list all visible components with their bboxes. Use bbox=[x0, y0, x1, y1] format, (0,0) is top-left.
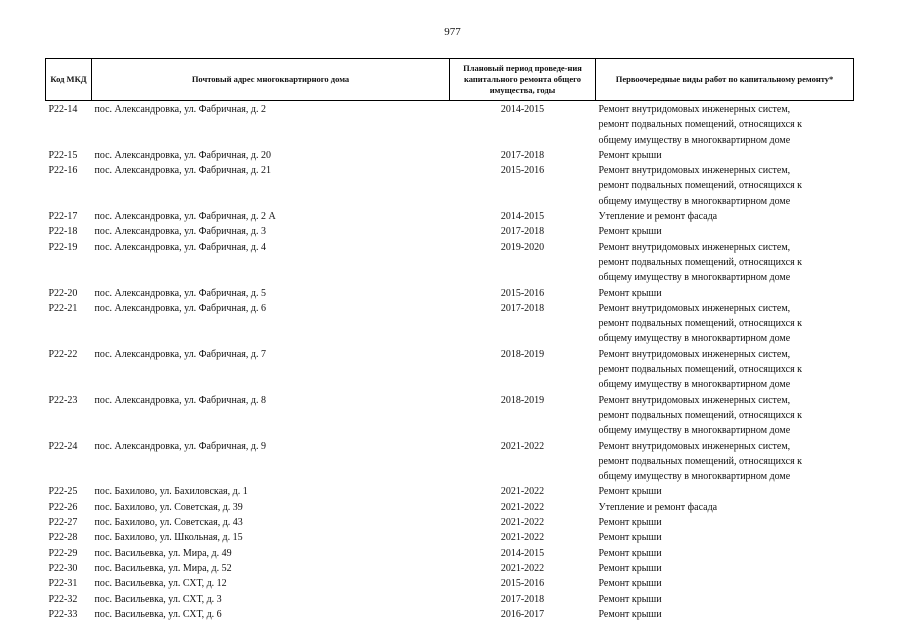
row-address: пос. Васильевка, ул. СХТ, д. 6 bbox=[94, 608, 222, 620]
row-period: 2021-2022 bbox=[500, 440, 545, 452]
row-works bbox=[596, 561, 854, 576]
row-works bbox=[596, 209, 854, 224]
row-works bbox=[596, 484, 854, 499]
row-period: 2021-2022 bbox=[500, 501, 545, 513]
row-address: пос. Васильевка, ул. Мира, д. 49 bbox=[94, 547, 232, 559]
row-address: пос. Александровка, ул. Фабричная, д. 3 bbox=[94, 226, 266, 238]
table-row bbox=[46, 286, 854, 301]
works-line: Ремонт крыши bbox=[598, 547, 662, 559]
row-period: 2014-2015 bbox=[500, 547, 545, 559]
row-code: Р22-28 bbox=[48, 532, 78, 544]
works-line: Ремонт крыши bbox=[598, 562, 662, 574]
table-row bbox=[46, 101, 854, 148]
works-line: общему имуществу в многоквартирном доме bbox=[598, 195, 791, 207]
works-line: общему имуществу в многоквартирном доме bbox=[598, 272, 791, 284]
row-works bbox=[596, 286, 854, 301]
row-address: пос. Бахилово, ул. Школьная, д. 15 bbox=[94, 532, 243, 544]
row-code: Р22-32 bbox=[48, 593, 78, 605]
row-works bbox=[596, 101, 854, 148]
row-works bbox=[596, 592, 854, 607]
row-address: пос. Бахилово, ул. Советская, д. 39 bbox=[94, 501, 243, 513]
row-address: пос. Бахилово, ул. Советская, д. 43 bbox=[94, 517, 243, 529]
row-address: пос. Александровка, ул. Фабричная, д. 20 bbox=[94, 149, 271, 161]
row-code: Р22-20 bbox=[48, 287, 78, 299]
row-period: 2019-2020 bbox=[500, 241, 545, 253]
row-code: Р22-31 bbox=[48, 578, 78, 590]
works-line: Ремонт крыши bbox=[598, 517, 662, 529]
table-row bbox=[46, 148, 854, 163]
works-line: Утепление и ремонт фасада bbox=[598, 501, 718, 513]
row-code: Р22-21 bbox=[48, 302, 78, 314]
row-code: Р22-27 bbox=[48, 517, 78, 529]
row-period: 2014-2015 bbox=[500, 104, 545, 115]
works-line: общему имуществу в многоквартирном доме bbox=[598, 333, 791, 345]
row-address: пос. Александровка, ул. Фабричная, д. 8 bbox=[94, 394, 266, 406]
works-line: Ремонт внутридомовых инженерных систем, bbox=[598, 302, 791, 314]
row-works bbox=[596, 530, 854, 545]
table-row bbox=[46, 484, 854, 499]
works-line: Ремонт внутридомовых инженерных систем, bbox=[598, 348, 791, 360]
works-line: Ремонт крыши bbox=[598, 578, 662, 590]
row-address: пос. Александровка, ул. Фабричная, д. 9 bbox=[94, 440, 266, 452]
works-line: общему имуществу в многоквартирном доме bbox=[598, 425, 791, 437]
row-code: Р22-25 bbox=[48, 486, 78, 498]
table-row bbox=[46, 347, 854, 393]
row-period: 2017-2018 bbox=[500, 593, 545, 605]
row-address: пос. Васильевка, ул. СХТ, д. 12 bbox=[94, 578, 227, 590]
row-period: 2014-2015 bbox=[500, 211, 545, 223]
row-works bbox=[596, 148, 854, 163]
table-header bbox=[46, 59, 854, 101]
header-period: Плановый период проведе-ния капитального ремонта общего имущества, годы bbox=[450, 59, 596, 101]
works-line: ремонт подвальных помещений, относящихся к bbox=[598, 180, 803, 192]
row-period: 2018-2019 bbox=[500, 394, 545, 406]
row-address: пос. Александровка, ул. Фабричная, д. 2 А bbox=[94, 211, 276, 223]
header-works: Первоочередные виды работ по капитальному ремонту* bbox=[596, 59, 854, 101]
table-row bbox=[46, 500, 854, 515]
works-line: Ремонт крыши bbox=[598, 593, 662, 605]
works-line: Ремонт крыши bbox=[598, 532, 662, 544]
row-code: Р22-19 bbox=[48, 241, 78, 253]
works-line: ремонт подвальных помещений, относящихся к bbox=[598, 256, 803, 268]
row-period: 2017-2018 bbox=[500, 149, 545, 161]
works-line: общему имуществу в многоквартирном доме bbox=[598, 379, 791, 391]
row-address: пос. Бахилово, ул. Бахиловская, д. 1 bbox=[94, 486, 248, 498]
row-period: 2021-2022 bbox=[500, 532, 545, 544]
table-row bbox=[46, 393, 854, 439]
row-works bbox=[596, 607, 854, 622]
row-address: пос. Александровка, ул. Фабричная, д. 6 bbox=[94, 302, 266, 314]
row-code: Р22-30 bbox=[48, 562, 78, 574]
row-period: 2017-2018 bbox=[500, 302, 545, 314]
row-works bbox=[596, 439, 854, 485]
table-row bbox=[46, 546, 854, 561]
table-row bbox=[46, 209, 854, 224]
row-code: Р22-18 bbox=[48, 226, 78, 238]
row-period: 2021-2022 bbox=[500, 486, 545, 498]
row-address: пос. Васильевка, ул. СХТ, д. 3 bbox=[94, 593, 222, 605]
row-code: Р22-24 bbox=[48, 440, 78, 452]
row-period: 2016-2017 bbox=[500, 608, 545, 620]
table-row bbox=[46, 576, 854, 591]
works-line: общему имуществу в многоквартирном доме bbox=[598, 471, 791, 483]
row-address: пос. Александровка, ул. Фабричная, д. 2 bbox=[94, 104, 266, 115]
row-address: пос. Александровка, ул. Фабричная, д. 5 bbox=[94, 287, 266, 299]
works-line: Ремонт внутридомовых инженерных систем, bbox=[598, 440, 791, 452]
row-code: Р22-16 bbox=[48, 165, 78, 177]
table-row bbox=[46, 163, 854, 209]
works-line: Ремонт внутридомовых инженерных систем, bbox=[598, 241, 791, 253]
table-row bbox=[46, 240, 854, 286]
header-code: Код МКД bbox=[46, 59, 92, 101]
row-works bbox=[596, 500, 854, 515]
capital-repair-table bbox=[45, 58, 854, 622]
works-line: Ремонт внутридомовых инженерных систем, bbox=[598, 165, 791, 177]
row-period: 2015-2016 bbox=[500, 578, 545, 590]
works-line: Ремонт внутридомовых инженерных систем, bbox=[598, 104, 791, 115]
row-period: 2015-2016 bbox=[500, 287, 545, 299]
table-body bbox=[46, 101, 854, 623]
works-line: Ремонт крыши bbox=[598, 287, 662, 299]
row-period: 2015-2016 bbox=[500, 165, 545, 177]
page-number: 977 bbox=[444, 26, 461, 38]
table-row bbox=[46, 301, 854, 347]
works-line: ремонт подвальных помещений, относящихся к bbox=[598, 455, 803, 467]
table-row bbox=[46, 439, 854, 485]
works-line: ремонт подвальных помещений, относящихся к bbox=[598, 318, 803, 330]
row-works bbox=[596, 393, 854, 439]
row-works bbox=[596, 546, 854, 561]
table-row bbox=[46, 515, 854, 530]
row-address: пос. Александровка, ул. Фабричная, д. 4 bbox=[94, 241, 266, 253]
works-line: Ремонт крыши bbox=[598, 149, 662, 161]
row-period: 2018-2019 bbox=[500, 348, 545, 360]
row-works bbox=[596, 347, 854, 393]
row-works bbox=[596, 240, 854, 286]
row-period: 2017-2018 bbox=[500, 226, 545, 238]
row-code: Р22-15 bbox=[48, 149, 78, 161]
row-address: пос. Васильевка, ул. Мира, д. 52 bbox=[94, 562, 232, 574]
works-line: ремонт подвальных помещений, относящихся к bbox=[598, 119, 803, 131]
row-period: 2021-2022 bbox=[500, 517, 545, 529]
works-line: общему имуществу в многоквартирном доме bbox=[598, 134, 791, 146]
row-code: Р22-14 bbox=[48, 104, 78, 115]
table-row bbox=[46, 607, 854, 622]
row-works bbox=[596, 515, 854, 530]
works-line: Ремонт внутридомовых инженерных систем, bbox=[598, 394, 791, 406]
row-works bbox=[596, 576, 854, 591]
row-works bbox=[596, 224, 854, 239]
works-line: ремонт подвальных помещений, относящихся к bbox=[598, 409, 803, 421]
works-line: ремонт подвальных помещений, относящихся к bbox=[598, 364, 803, 376]
row-code: Р22-29 bbox=[48, 547, 78, 559]
row-works bbox=[596, 301, 854, 347]
row-code: Р22-23 bbox=[48, 394, 78, 406]
row-code: Р22-17 bbox=[48, 211, 78, 223]
table-row bbox=[46, 592, 854, 607]
row-code: Р22-33 bbox=[48, 608, 78, 620]
works-line: Утепление и ремонт фасада bbox=[598, 211, 718, 223]
table-row bbox=[46, 561, 854, 576]
works-line: Ремонт крыши bbox=[598, 486, 662, 498]
table-row bbox=[46, 530, 854, 545]
row-address: пос. Александровка, ул. Фабричная, д. 21 bbox=[94, 165, 271, 177]
row-period: 2021-2022 bbox=[500, 562, 545, 574]
works-line: Ремонт крыши bbox=[598, 226, 662, 238]
row-code: Р22-22 bbox=[48, 348, 78, 360]
row-address: пос. Александровка, ул. Фабричная, д. 7 bbox=[94, 348, 266, 360]
works-line: Ремонт крыши bbox=[598, 608, 662, 620]
header-address: Почтовый адрес многоквартирного дома bbox=[92, 59, 450, 101]
row-code: Р22-26 bbox=[48, 501, 78, 513]
table-row bbox=[46, 224, 854, 239]
row-works bbox=[596, 163, 854, 209]
